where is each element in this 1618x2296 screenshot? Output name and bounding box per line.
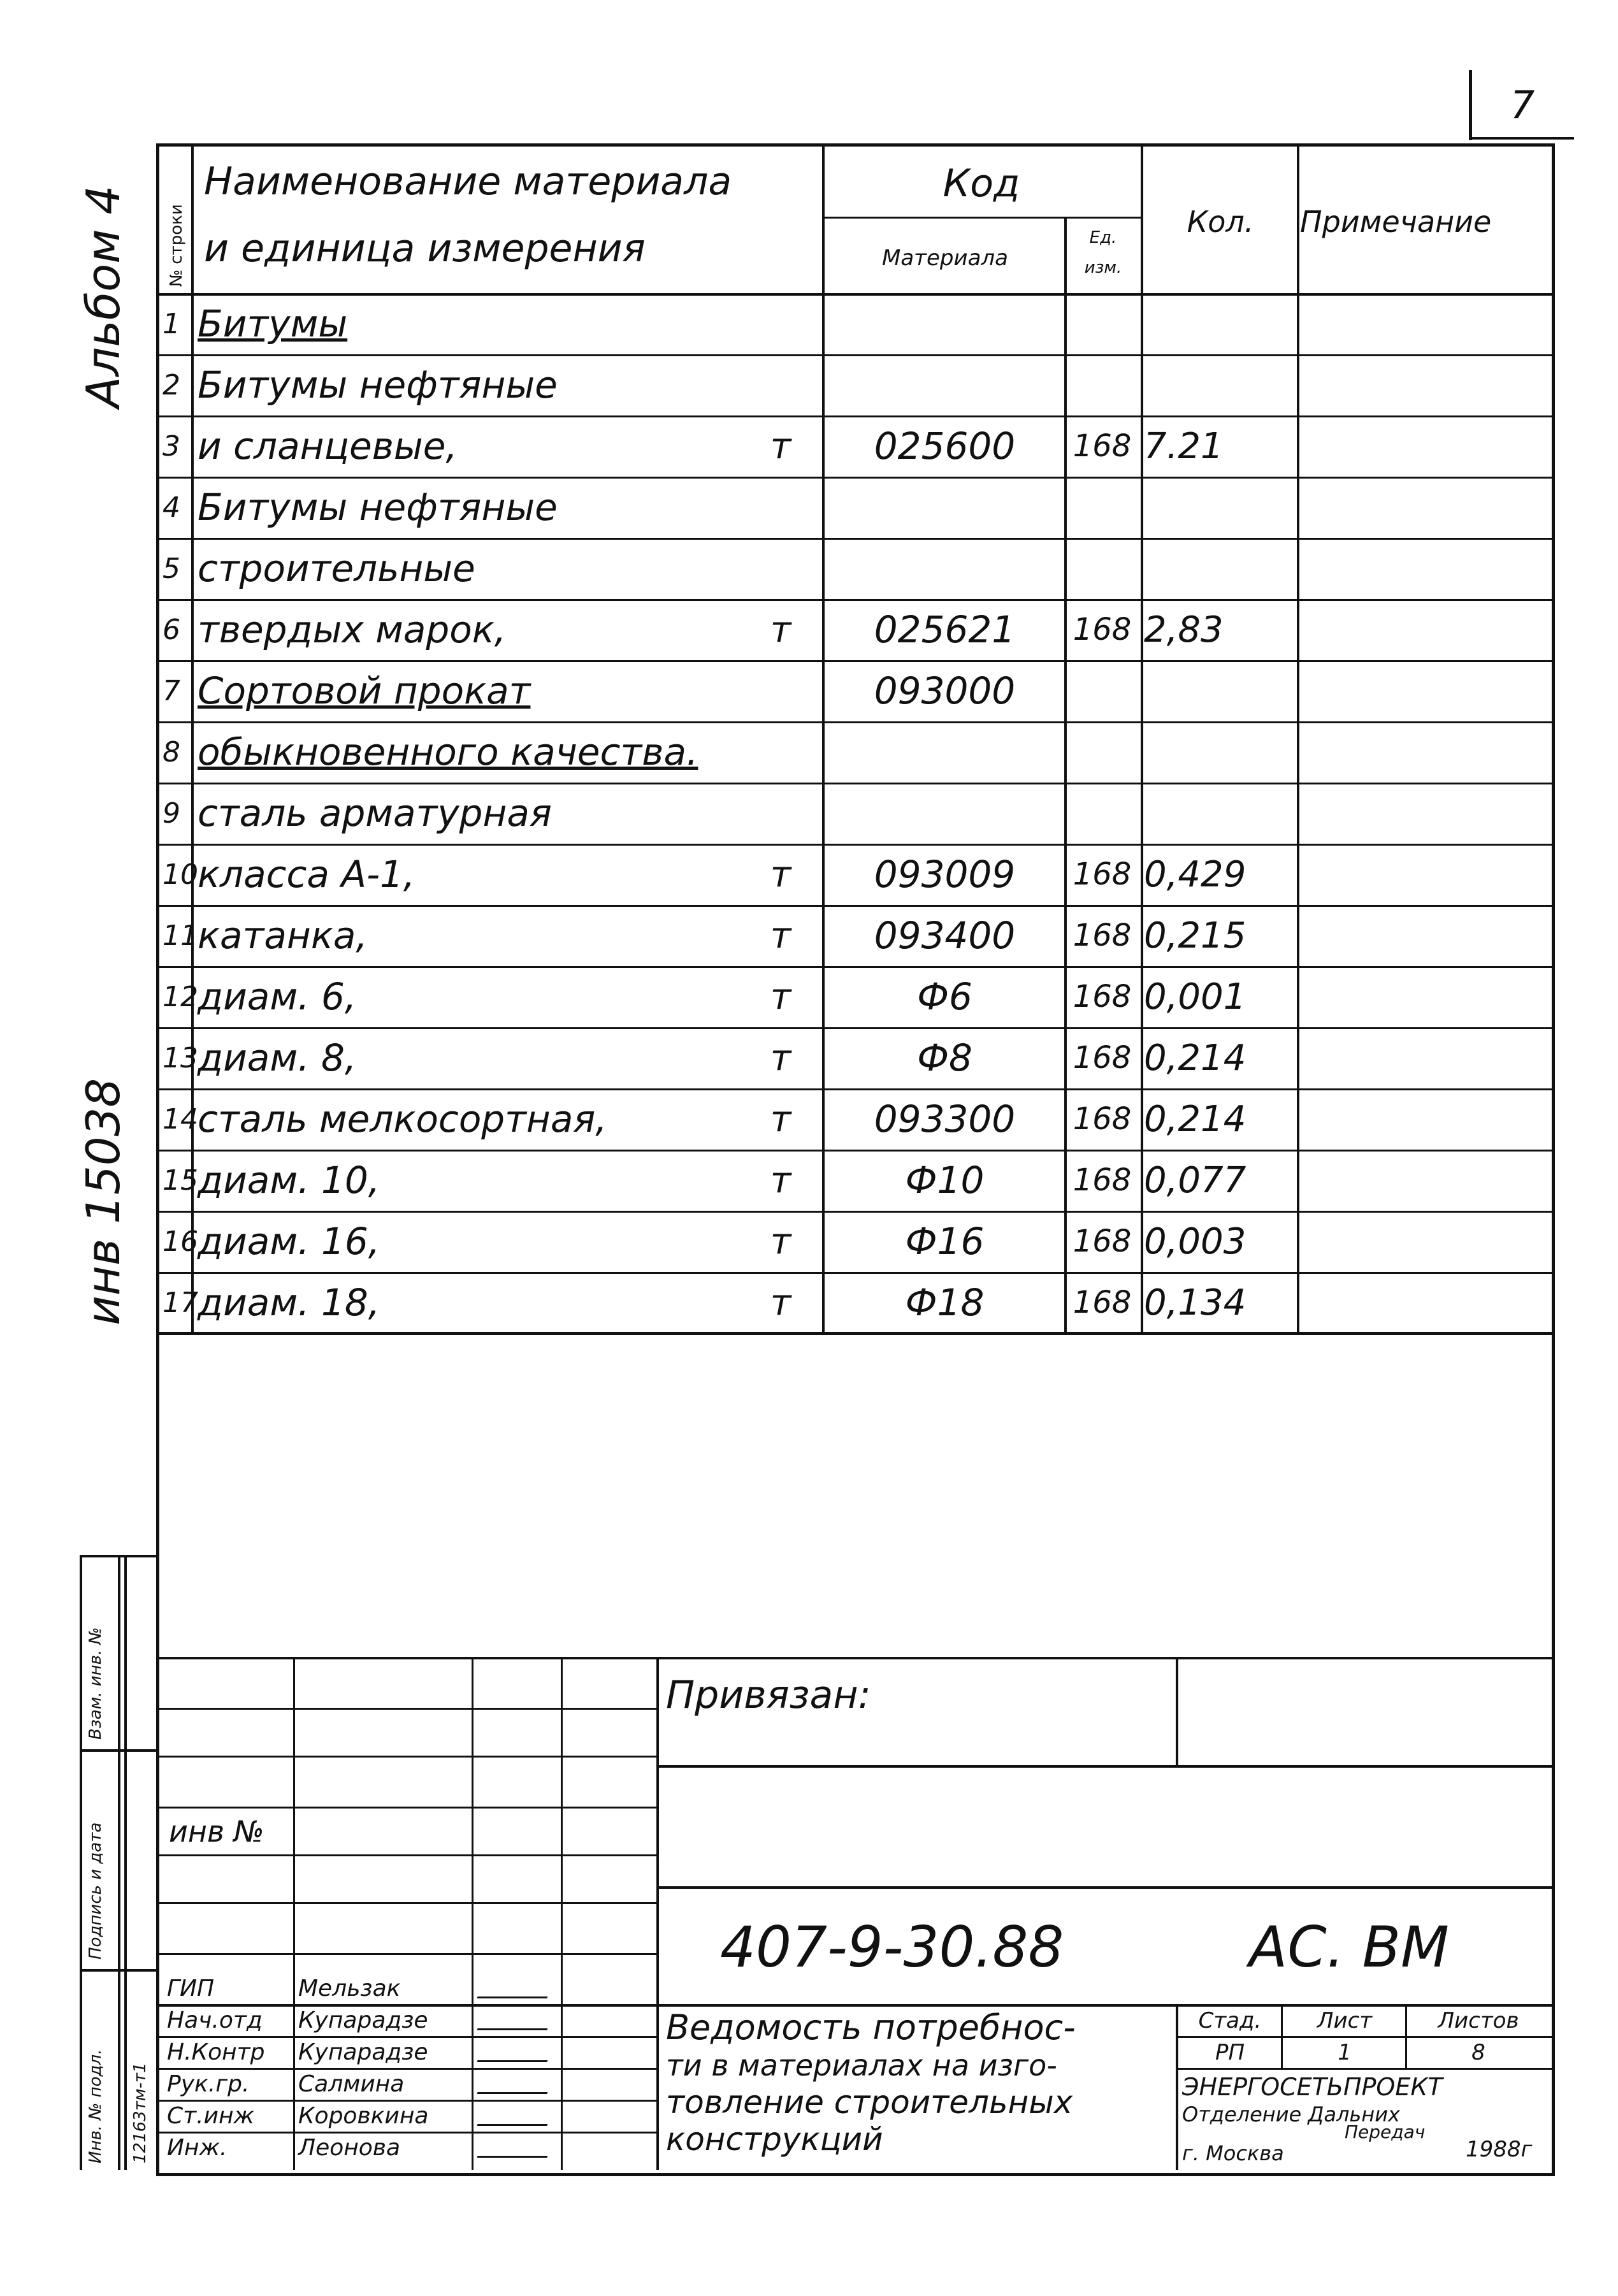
row-quantity: 0,215: [1144, 914, 1246, 957]
row-number: 9: [163, 797, 180, 830]
row-unit-code: 168: [1073, 1285, 1132, 1320]
row-unit-code: 168: [1073, 1162, 1132, 1198]
row-unit-letter: [749, 660, 813, 721]
doc-code: 407-9-30.88: [720, 1914, 1064, 1980]
stamp-grid-line: [159, 1854, 656, 1856]
stamp-grid-line: [159, 1756, 656, 1758]
row-number: 5: [163, 552, 180, 585]
row-material-name: Битумы: [198, 302, 348, 345]
row-material-code: 093300: [874, 1097, 1016, 1141]
row-material-code: Ф16: [905, 1220, 985, 1263]
row-quantity: 0,001: [1144, 976, 1246, 1018]
row-number: 4: [163, 491, 180, 524]
privyazan-label: Привязан:: [666, 1673, 871, 1717]
stamp-top-line: [156, 1657, 1552, 1659]
row-quantity: 0,003: [1144, 1220, 1246, 1262]
stage-label: Стад.: [1198, 2008, 1262, 2033]
row-material-code: [828, 293, 1061, 354]
header-note: Примечание: [1300, 204, 1492, 239]
signatory-name: Леонова: [298, 2134, 401, 2161]
row-material-name: диам. 6,: [198, 975, 357, 1018]
signature-mark: [477, 2012, 556, 2030]
signatory-role: Рук.гр.: [167, 2070, 250, 2097]
signatory-role: Нач.отд: [167, 2007, 263, 2033]
signature-mark: [477, 2139, 556, 2158]
side-stamp-a: Инв. № подл.: [86, 2049, 105, 2163]
row-number: 11: [163, 919, 198, 952]
row-material-name: строительные: [198, 547, 475, 590]
row-material-code: [828, 538, 1061, 599]
sheets-label: Листов: [1438, 2008, 1519, 2033]
row-number: 17: [163, 1286, 198, 1319]
col-line-note: [1297, 143, 1299, 1332]
row-unit-letter: [749, 293, 813, 354]
side-stamp-c: Взам. инв. №: [86, 1627, 105, 1740]
row-unit-letter: т: [770, 1282, 791, 1324]
side-stamp-split-2: [80, 1969, 159, 1972]
row-material-name: Сортовой прокат: [198, 669, 531, 712]
signature-mark: [477, 2044, 556, 2062]
signatory-name: Коровкина: [298, 2102, 429, 2129]
signatory-name: Купарадзе: [298, 2039, 428, 2065]
doc-title-line2: ти в материалах на изго-: [666, 2048, 1057, 2083]
row-unit-letter: [749, 477, 813, 538]
sheet-label: Лист: [1317, 2008, 1373, 2033]
signatory-name: Салмина: [298, 2070, 405, 2097]
code-header-split: [822, 217, 1141, 219]
row-quantity: [1144, 721, 1297, 783]
org-city: г. Москва: [1182, 2141, 1284, 2165]
row-material-code: [828, 783, 1061, 844]
row-unit-code: 168: [1073, 1040, 1132, 1076]
header-name-line2: и единица измерения: [204, 226, 646, 271]
row-material-name: диам. 18,: [198, 1281, 380, 1324]
row-quantity: [1144, 477, 1297, 538]
row-unit-letter: т: [770, 425, 791, 467]
row-material-name: Битумы нефтяные: [198, 486, 558, 529]
row-number: 14: [163, 1102, 198, 1136]
row-material-code: [828, 477, 1061, 538]
header-name-line1: Наименование материала: [204, 159, 732, 204]
stamp-main-split: [656, 1657, 659, 2170]
row-material-code: [828, 721, 1061, 783]
signatory-name: Мельзак: [298, 1975, 401, 2002]
signatory-role: Н.Контр: [167, 2039, 265, 2065]
stamp-col-line: [561, 1657, 563, 2170]
stamp-line-r2: [656, 1886, 1552, 1889]
row-number: 1: [163, 307, 180, 340]
row-quantity: [1144, 293, 1297, 354]
row-quantity: 2,83: [1144, 609, 1224, 651]
side-stamp-top: [80, 1555, 159, 1557]
row-quantity: 0,429: [1144, 853, 1246, 895]
row-material-name: класса А-1,: [198, 853, 415, 896]
header-material: Материала: [882, 245, 1008, 271]
row-quantity: 0,214: [1144, 1098, 1246, 1140]
row-unit-letter: [749, 538, 813, 599]
row-material-code: [828, 354, 1061, 415]
row-material-code: 093000: [874, 669, 1016, 712]
col-line-qty: [1141, 143, 1143, 1332]
row-unit-letter: т: [770, 976, 791, 1018]
signatory-name: Купарадзе: [298, 2007, 428, 2033]
row-number: 3: [163, 430, 180, 463]
row-unit-letter: т: [770, 609, 791, 651]
row-unit-letter: т: [770, 1037, 791, 1079]
row-material-name: твердых марок,: [198, 608, 507, 651]
signatory-role: Инж.: [167, 2134, 228, 2161]
row-material-code: Ф8: [917, 1036, 972, 1079]
row-number: 6: [163, 613, 180, 646]
header-qty: Кол.: [1187, 204, 1254, 239]
row-unit-letter: т: [770, 1159, 791, 1201]
side-stamp-inv-value: 12163тм-т1: [131, 2062, 150, 2163]
stamp-col-line: [293, 1657, 295, 2170]
row-number: 15: [163, 1164, 198, 1197]
doc-title-line4: конструкций: [666, 2121, 883, 2158]
col-line-material: [822, 143, 825, 1332]
row-number: 12: [163, 980, 198, 1013]
row-material-code: 093009: [874, 853, 1016, 896]
page-number: 7: [1510, 83, 1535, 127]
row-unit-code: 168: [1073, 1224, 1132, 1259]
row-material-code: Ф18: [905, 1281, 985, 1324]
row-unit-code: 168: [1073, 428, 1132, 464]
stamp-line-r1: [656, 1765, 1552, 1768]
row-material-name: диам. 16,: [198, 1220, 380, 1263]
sheet-value: 1: [1338, 2040, 1352, 2065]
row-quantity: 7.21: [1144, 425, 1224, 467]
header-code: Код: [943, 161, 1020, 206]
stamp-org-split: [1176, 2004, 1178, 2170]
row-unit-code: 168: [1073, 856, 1132, 892]
row-unit-code: [1065, 783, 1139, 844]
row-unit-code: 168: [1073, 918, 1132, 953]
row-unit-code: [1065, 721, 1139, 783]
org-year: 1988г: [1466, 2137, 1533, 2162]
org-line2: Отделение Дальних: [1182, 2102, 1400, 2126]
row-unit-letter: [749, 354, 813, 415]
sheets-value: 8: [1471, 2040, 1485, 2065]
row-unit-letter: т: [770, 853, 791, 895]
row-quantity: 0,077: [1144, 1159, 1246, 1201]
doc-title-line3: товление строительных: [666, 2084, 1073, 2121]
row-quantity: [1144, 538, 1297, 599]
row-material-name: диам. 10,: [198, 1159, 380, 1202]
row-quantity: 0,214: [1144, 1037, 1246, 1079]
row-number: 10: [163, 858, 198, 891]
side-stamp-b: Подпись и дата: [86, 1822, 105, 1960]
row-material-code: Ф10: [905, 1159, 985, 1202]
stamp-stage-line2: [1176, 2068, 1552, 2070]
stamp-grid-line: [159, 1708, 656, 1710]
stamp-sheet-col: [1405, 2004, 1407, 2068]
row-unit-letter: т: [770, 1098, 791, 1140]
signatory-role: Ст.инж: [167, 2102, 254, 2129]
doc-title-line1: Ведомость потребнос-: [666, 2007, 1076, 2047]
side-stamp-left: [80, 1555, 82, 2170]
col-line-rowno: [191, 143, 194, 1332]
row-material-name: Битумы нефтяные: [198, 363, 558, 407]
row-unit-code: 168: [1073, 612, 1132, 647]
stage-value: РП: [1215, 2040, 1245, 2065]
row-number: 8: [163, 735, 180, 769]
row-material-code: 025600: [874, 424, 1016, 468]
doc-mark: АС. ВМ: [1249, 1914, 1449, 1980]
stamp-privyazan-split: [1176, 1657, 1178, 1765]
row-number: 2: [163, 368, 180, 401]
row-unit-code: 168: [1073, 1101, 1132, 1137]
row-number: 13: [163, 1041, 198, 1074]
signature-mark: [477, 1980, 556, 1998]
row-number: 7: [163, 674, 180, 707]
signature-mark: [477, 2107, 556, 2126]
stamp-grid-line: [159, 2132, 656, 2134]
row-material-code: Ф6: [917, 975, 972, 1018]
album-label: Альбом 4: [76, 185, 130, 408]
row-quantity: 0,134: [1144, 1282, 1246, 1324]
signature-mark: [477, 2076, 556, 2094]
header-row-no: № строки: [167, 204, 186, 287]
stamp-grid-line: [159, 1902, 656, 1904]
header-unit-line2: изм.: [1084, 258, 1122, 277]
table-bottom-line: [156, 1332, 1552, 1334]
row-unit-code: [1065, 660, 1139, 721]
row-unit-code: [1065, 477, 1139, 538]
row-unit-code: [1065, 538, 1139, 599]
side-stamp-split-1: [80, 1749, 159, 1752]
inv-no-label: инв №: [169, 1814, 264, 1849]
header-unit-line1: Ед.: [1089, 228, 1117, 247]
side-stamp-inner-line: [118, 1555, 120, 2170]
signatory-role: ГИП: [167, 1975, 215, 2002]
row-material-name: катанка,: [198, 914, 368, 957]
row-material-code: 025621: [874, 608, 1016, 651]
side-stamp-outer-line: [124, 1555, 127, 2170]
row-unit-letter: [749, 721, 813, 783]
stamp-col-line: [472, 1657, 473, 2170]
row-material-name: сталь мелкосортная,: [198, 1097, 607, 1141]
row-quantity: [1144, 783, 1297, 844]
row-material-code: 093400: [874, 914, 1016, 957]
org-line3: Передач: [1345, 2121, 1426, 2142]
row-material-name: обыкновенного качества.: [198, 730, 698, 774]
row-unit-letter: т: [770, 914, 791, 957]
row-unit-letter: т: [770, 1220, 791, 1262]
stamp-grid-line: [159, 1953, 656, 1955]
stamp-stage-col: [1281, 2004, 1283, 2068]
row-number: 16: [163, 1225, 198, 1258]
row-unit-code: [1065, 354, 1139, 415]
row-quantity: [1144, 354, 1297, 415]
row-unit-code: 168: [1073, 979, 1132, 1014]
row-material-name: и сланцевые,: [198, 424, 458, 468]
org-line1: ЭНЕРГОСЕТЬПРОЕКТ: [1182, 2073, 1443, 2101]
page-number-underline: [1472, 137, 1574, 140]
row-material-name: диам. 8,: [198, 1036, 357, 1079]
row-unit-letter: [749, 783, 813, 844]
side-inv-note: инв 15038: [76, 1078, 130, 1325]
row-material-name: сталь арматурная: [198, 791, 552, 835]
row-quantity: [1144, 660, 1297, 721]
page-number-mark: [1469, 70, 1472, 140]
row-unit-code: [1065, 293, 1139, 354]
